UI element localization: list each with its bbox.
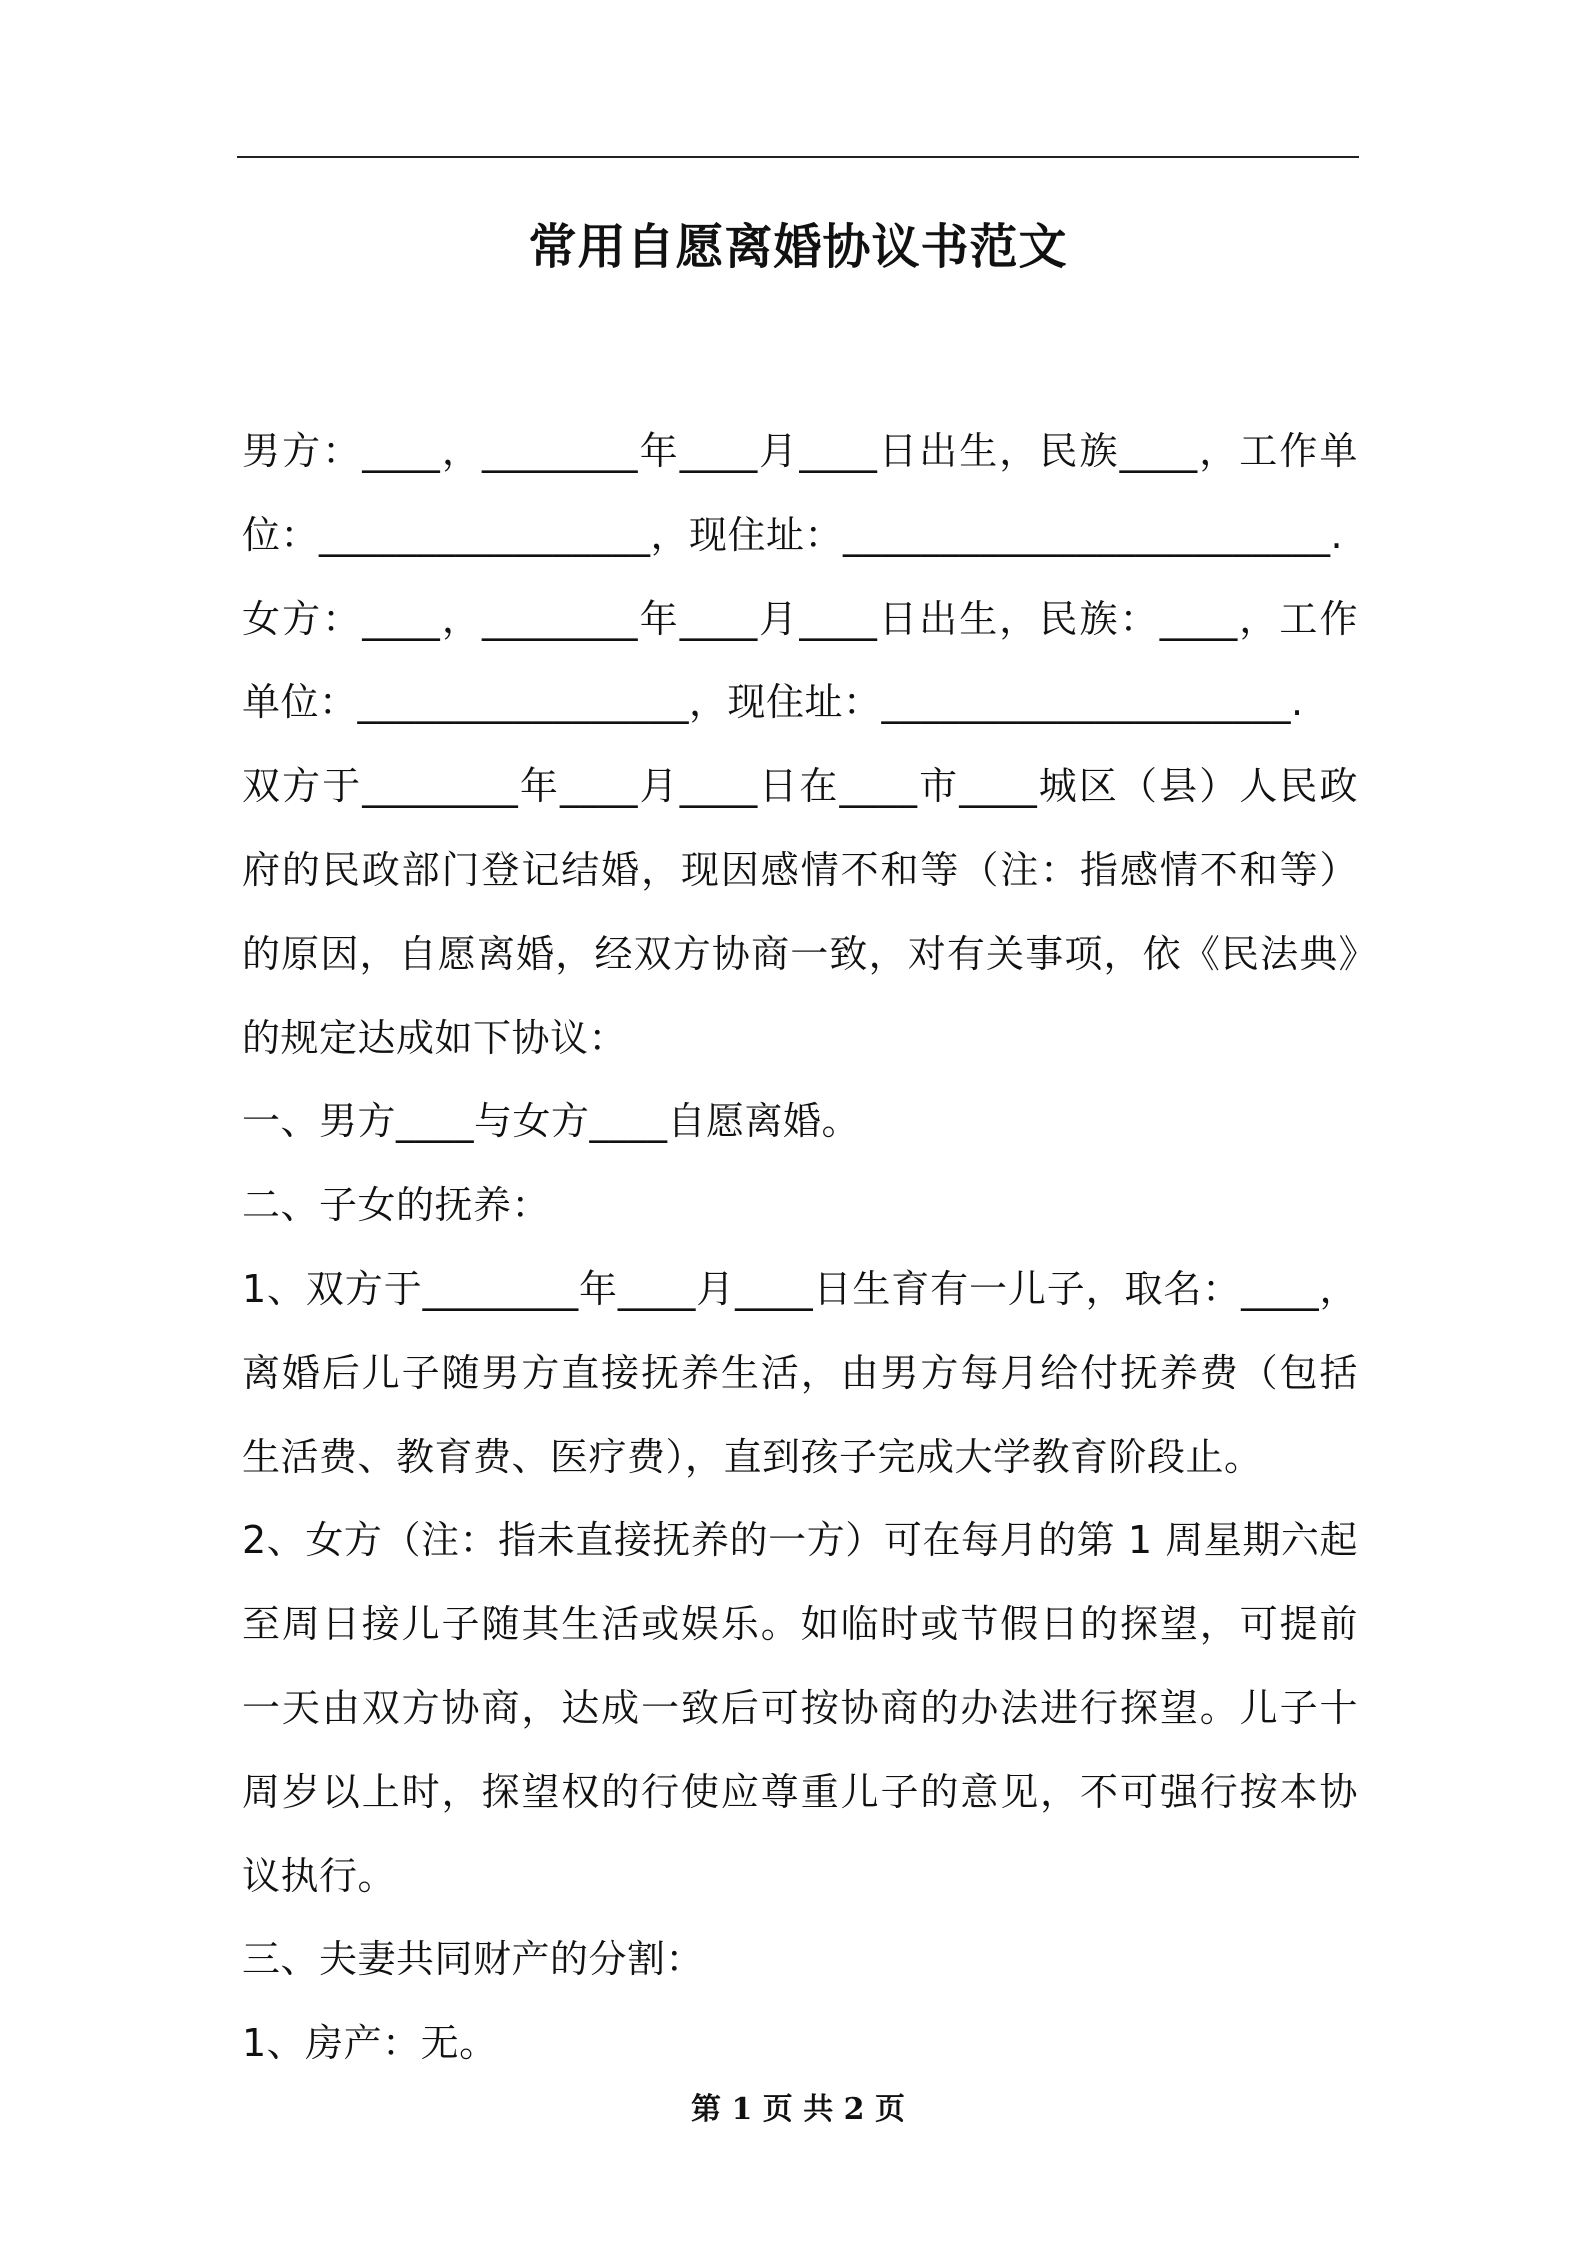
clause-2-heading: 二、子女的抚养： bbox=[242, 1183, 551, 1228]
clause-2-item-2: 2、女方（注：指未直接抚养的一方）可在每月的第 1 周星期六起至周日接儿子随其生活或娱乐。如临时或节假日的探望，可提前一天由双方协商，达成一致后可按协商的办法进行探望。儿子十周岁以上时，探望权的行使应尊重儿子的意见，不可强行按本协议执行。 bbox=[242, 1518, 1358, 1898]
paragraph-female-party: 女方：____，________年____月____日出生，民族：____，工作单位：_________________，现住址：_____________________. bbox=[242, 596, 1358, 725]
document-title: 常用自愿离婚协议书范文 bbox=[528, 219, 1068, 275]
document-body bbox=[242, 410, 1358, 2086]
clause-2-item-1: 1、双方于________年____月____日生育有一儿子，取名：____，离婚后儿子随男方直接抚养生活，由男方每月给付抚养费（包括生活费、教育费、医疗费），直到孩子完成大学教育阶段止。 bbox=[242, 1266, 1358, 1479]
page-number: 第 1 页 共 2 页 bbox=[691, 2092, 905, 2127]
clause-1-divorce: 一、男方____与女方____自愿离婚。 bbox=[242, 1099, 861, 1144]
paragraph-marriage-registration: 双方于________年____月____日在____市____城区（县）人民政府的民政部门登记结婚，现因感情不和等（注：指感情不和等）的原因，自愿离婚，经双方协商一致，对有关事项，依《民法典》的规定达成如下协议： bbox=[242, 764, 1358, 1060]
clause-3-item-1: 1、房产：无。 bbox=[242, 2021, 498, 2066]
clause-3-heading: 三、夫妻共同财产的分割： bbox=[242, 1937, 705, 1982]
paragraph-male-party: 男方：____，________年____月____日出生，民族____，工作单位：_________________，现住址：_________________________. bbox=[242, 429, 1358, 557]
header-rule bbox=[237, 156, 1359, 158]
